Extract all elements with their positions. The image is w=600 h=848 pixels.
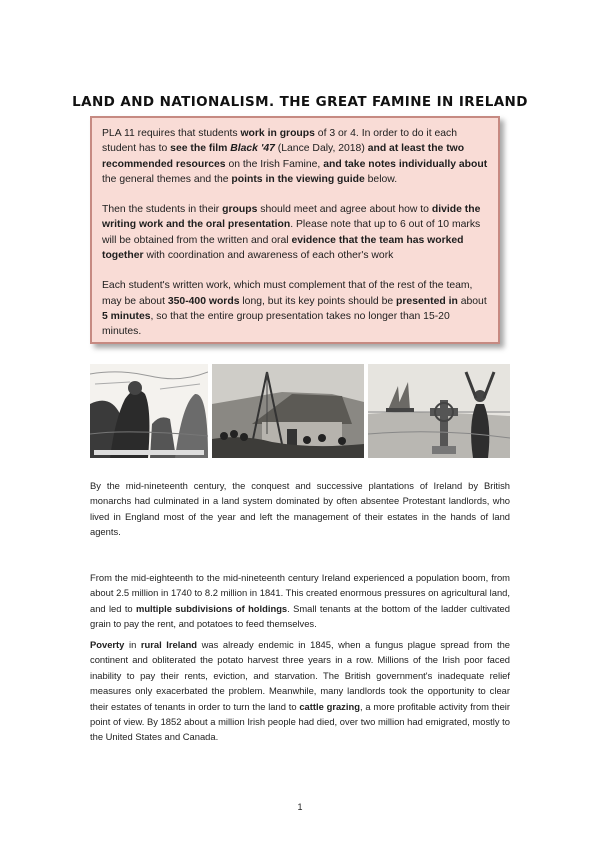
body-paragraph: By the mid-nineteenth century, the conquest and successive plantations of Ireland by British monarchs had culminated in a land system dominated by often absentee Protestant landlords, who lived in England most of the year and left the management of their estates in the hands of land agents. — [90, 480, 510, 538]
body-paragraph: From the mid-eighteenth to the mid-nineteenth century Ireland experienced a population boom, from about 2.5 million in 1740 to 8.2 million in 1841. This created enormous pressures on agricultural land, and led to multiple subdivisions of holdings. Small tenants at the bottom of the ladder cultivated grain to pay the rent, and potatoes to feed themselves. — [90, 572, 510, 630]
emphasis-text: rural Ireland — [140, 639, 198, 650]
emphasis-text: cattle grazing — [299, 700, 360, 712]
page-number: 1 — [297, 802, 303, 812]
page-title: LAND AND NATIONALISM. THE GREAT FAMINE IN IRELAND — [72, 94, 528, 110]
famine-engraving-image — [90, 364, 208, 458]
emphasis-text: groups — [222, 204, 258, 216]
body-paragraph: Poverty in rural Ireland was already endemic in 1845, when a fungus plague spread from the continent and obliterated the potato harvest three years in a row. Millions of the Irish poor faced inability to pay their rents, eviction, and starvation. The British government's inadequate relief measures only exacerbated the problem. Meanwhile, many landlords took the opportunity to clear their estates of tenants in order to turn the land to cattle grazing, a more profitable activity from their point of view. By 1852 about a million Irish people had died, over two million had emigrated, mostly to the United States and Canada. — [90, 639, 511, 743]
emphasis-text: divide the writing work and the oral presentation — [102, 204, 481, 231]
eviction-engraving-image — [212, 364, 364, 458]
instructions-paragraph: Then the students in their groups should meet and agree about how to divide the writing work and the oral presentation. Please note that up to 6 out of 10 marks will be obtained from the written and oral evidence that the team has worked together with coordination and awareness of each other's work — [102, 204, 481, 262]
emphasis-text: and at least the two recommended resources — [102, 143, 465, 170]
emphasis-text: and take notes individually about — [323, 158, 488, 170]
emphasis-text: evidence that the team has worked together — [102, 234, 464, 262]
emphasis-text: Black '47 — [230, 143, 275, 155]
emphasis-text: multiple subdivisions of holdings — [135, 602, 288, 614]
emphasis-text: Poverty — [90, 639, 125, 650]
emphasis-text: work in groups — [240, 128, 315, 139]
instructions-paragraph: PLA 11 requires that students work in groups of 3 or 4. In order to do it each student has to see the film Black '47 (Lance Daly, 2018) and at least the two recommended resources on the Irish Famine, and take notes individually about the general themes and the points in the viewing guide below. — [102, 128, 488, 185]
emphasis-text: 350-400 words — [167, 295, 240, 307]
assignment-instructions-box — [90, 116, 500, 344]
instructions-paragraph: Each student's written work, which must complement that of the rest of the team, may be about 350-400 words long, but its key points should be presented in about 5 minutes, so that the entire group presentation takes no longer than 15-20 minutes. — [102, 280, 487, 338]
emphasis-text: points in the viewing guide — [231, 173, 365, 185]
illustrations-strip — [90, 364, 510, 458]
emphasis-text: see the film — [170, 143, 231, 155]
emphasis-text: 5 minutes — [102, 310, 151, 322]
emphasis-text: presented in — [396, 295, 458, 307]
emigration-engraving-image — [368, 364, 510, 458]
